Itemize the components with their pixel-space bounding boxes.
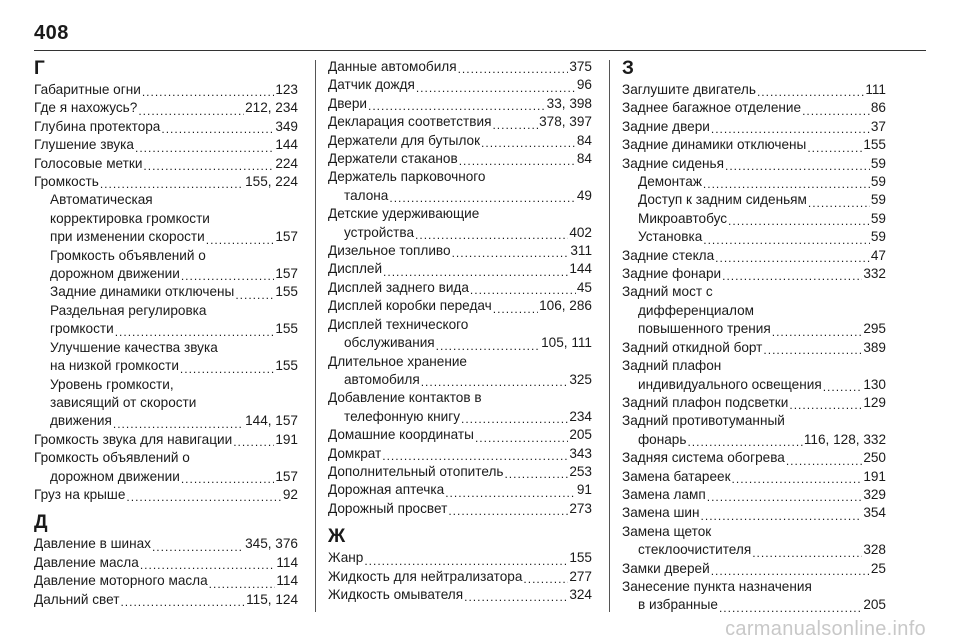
index-entry: Дизельное топливо ..... 311 (328, 242, 592, 260)
index-entry: Громкость ..... 155, 224 (34, 173, 298, 191)
index-entry: телефонную книгу ..... 234 (328, 408, 592, 426)
index-entry: дорожном движении ..... 157 (34, 468, 298, 486)
index-entry: Держатели стаканов ..... 84 (328, 150, 592, 168)
index-subentry-text: зависящий от скорости (50, 394, 197, 410)
index-entry: Габаритные огни ..... 123 (34, 81, 298, 99)
section-letter: Ж (328, 526, 346, 548)
index-subentry: на низкой громкости ..... 155 (34, 357, 298, 375)
index-entry: Глушение звука ..... 144 (34, 136, 298, 154)
index-entry: Задний плафон подсветки ..... 129 (622, 394, 886, 412)
index-entry: Давление в шинах ..... 345, 376 (34, 535, 298, 553)
header-rule (34, 50, 926, 51)
index-entry: Задняя система обогрева ..... 250 (622, 449, 886, 467)
index-column-2 (328, 58, 592, 604)
index-entry-text: Занесение пункта назначения (622, 578, 812, 594)
index-entry: Дальний свет ..... 115, 124 (34, 591, 298, 609)
index-entry-text: Держатель парковочного (328, 169, 486, 185)
index-entry: Датчик дождя ..... 96 (328, 76, 592, 94)
index-entry: Домашние координаты ..... 205 (328, 426, 592, 444)
index-entry-text: Задний противотуманный (622, 413, 785, 429)
index-subentry-text: корректировка громкости (50, 210, 210, 226)
index-subentry-text: Громкость объявлений о (50, 247, 206, 263)
index-subentry: Задние динамики отключены ..... 155 (34, 283, 298, 301)
index-subentry: громкости ..... 155 (34, 320, 298, 338)
index-entry: Глубина протектора ..... 349 (34, 118, 298, 136)
index-entry: Замена батареек ..... 191 (622, 468, 886, 486)
index-entry: устройства ..... 402 (328, 224, 592, 242)
index-entry: Дорожная аптечка ..... 91 (328, 481, 592, 499)
section-letter: Д (34, 512, 48, 534)
index-subentry-text: Улучшение качества звука (50, 339, 218, 355)
index-subentry: движения ..... 144, 157 (34, 412, 298, 430)
section-letter: Г (34, 58, 45, 79)
index-entry: в избранные ..... 205 (622, 596, 886, 614)
index-entry: Груз на крыше ..... 92 (34, 486, 298, 504)
index-entry: стеклоочистителя ..... 328 (622, 541, 886, 559)
index-entry: Задний откидной борт ..... 389 (622, 339, 886, 357)
index-entry: Давление масла ..... 114 (34, 554, 298, 572)
index-entry-text: Дисплей технического (328, 316, 469, 332)
index-entry: Дисплей заднего вида ..... 45 (328, 279, 592, 297)
index-entry: Замена ламп ..... 329 (622, 486, 886, 504)
index-column-1 (34, 58, 298, 609)
index-entry-text: Длительное хранение (328, 353, 467, 369)
column-divider (609, 60, 610, 612)
index-entry: Задние стекла ..... 47 (622, 247, 886, 265)
index-subentry: при изменении скорости ..... 157 (34, 228, 298, 246)
index-entry-text: Замена щеток (622, 523, 712, 539)
index-entry: Задние сиденья ..... 59 (622, 155, 886, 173)
index-entry: Дорожный просвет ..... 273 (328, 500, 592, 518)
index-subentry-text: Автоматическая (50, 192, 153, 208)
index-entry: повышенного трения ..... 295 (622, 320, 886, 338)
index-entry: Заглушите двигатель ..... 111 (622, 81, 886, 99)
index-entry: Двери ..... 33, 398 (328, 95, 592, 113)
index-entry: Дополнительный отопитель ..... 253 (328, 463, 592, 481)
index-entry: Замки дверей ..... 25 (622, 560, 886, 578)
index-entry: Дисплей ..... 144 (328, 260, 592, 278)
index-entry: Замена шин ..... 354 (622, 504, 886, 522)
index-entry: автомобиля ..... 325 (328, 371, 592, 389)
index-entry: Громкость звука для навигации ..... 191 (34, 431, 298, 449)
index-entry: Жидкость для нейтрализатора ..... 277 (328, 568, 592, 586)
index-column-3 (622, 58, 886, 615)
index-entry: Задние двери ..... 37 (622, 118, 886, 136)
index-entry: Дисплей коробки передач ..... 106, 286 (328, 297, 592, 315)
index-subentry: Демонтаж ..... 59 (622, 173, 886, 191)
index-entry: талона ..... 49 (328, 187, 592, 205)
index-entry-text: Задний мост с (622, 284, 713, 300)
index-entry: Задние динамики отключены ..... 155 (622, 136, 886, 154)
index-entry: Голосовые метки ..... 224 (34, 155, 298, 173)
index-entry: Давление моторного масла ..... 114 (34, 572, 298, 590)
page-number: 408 (34, 22, 69, 44)
index-entry: Задние фонари ..... 332 (622, 265, 886, 283)
index-entry: Домкрат ..... 343 (328, 445, 592, 463)
index-subentry: Микроавтобус ..... 59 (622, 210, 886, 228)
index-subentry-text: Уровень громкости, (50, 376, 174, 392)
index-entry-text: дифференциалом (638, 302, 755, 318)
index-subentry: Установка ..... 59 (622, 228, 886, 246)
index-subentry: Доступ к задним сиденьям ..... 59 (622, 191, 886, 209)
watermark: carmanualsonline.info (725, 618, 926, 640)
index-entry: Декларация соответствия ..... 378, 397 (328, 113, 592, 131)
index-subentry: дорожном движении ..... 157 (34, 265, 298, 283)
index-entry: фонарь ..... 116, 128, 332 (622, 431, 886, 449)
index-entry: Данные автомобиля ..... 375 (328, 58, 592, 76)
index-entry: Жидкость омывателя ..... 324 (328, 586, 592, 604)
index-entry: Где я нахожусь? ..... 212, 234 (34, 99, 298, 117)
index-entry: Заднее багажное отделение ..... 86 (622, 99, 886, 117)
index-entry-text: Громкость объявлений о (34, 450, 190, 466)
column-divider (315, 60, 316, 612)
index-entry: Жанр ..... 155 (328, 549, 592, 567)
section-letter: З (622, 58, 634, 79)
index-entry: индивидуального освещения ..... 130 (622, 376, 886, 394)
index-subentry-text: Раздельная регулировка (50, 302, 207, 318)
index-entry-text: Детские удерживающие (328, 206, 480, 222)
index-entry: Держатели для бутылок ..... 84 (328, 132, 592, 150)
index-entry-text: Задний плафон (622, 358, 722, 374)
index-entry: обслуживания ..... 105, 111 (328, 334, 592, 352)
index-entry-text: Добавление контактов в (328, 390, 482, 406)
